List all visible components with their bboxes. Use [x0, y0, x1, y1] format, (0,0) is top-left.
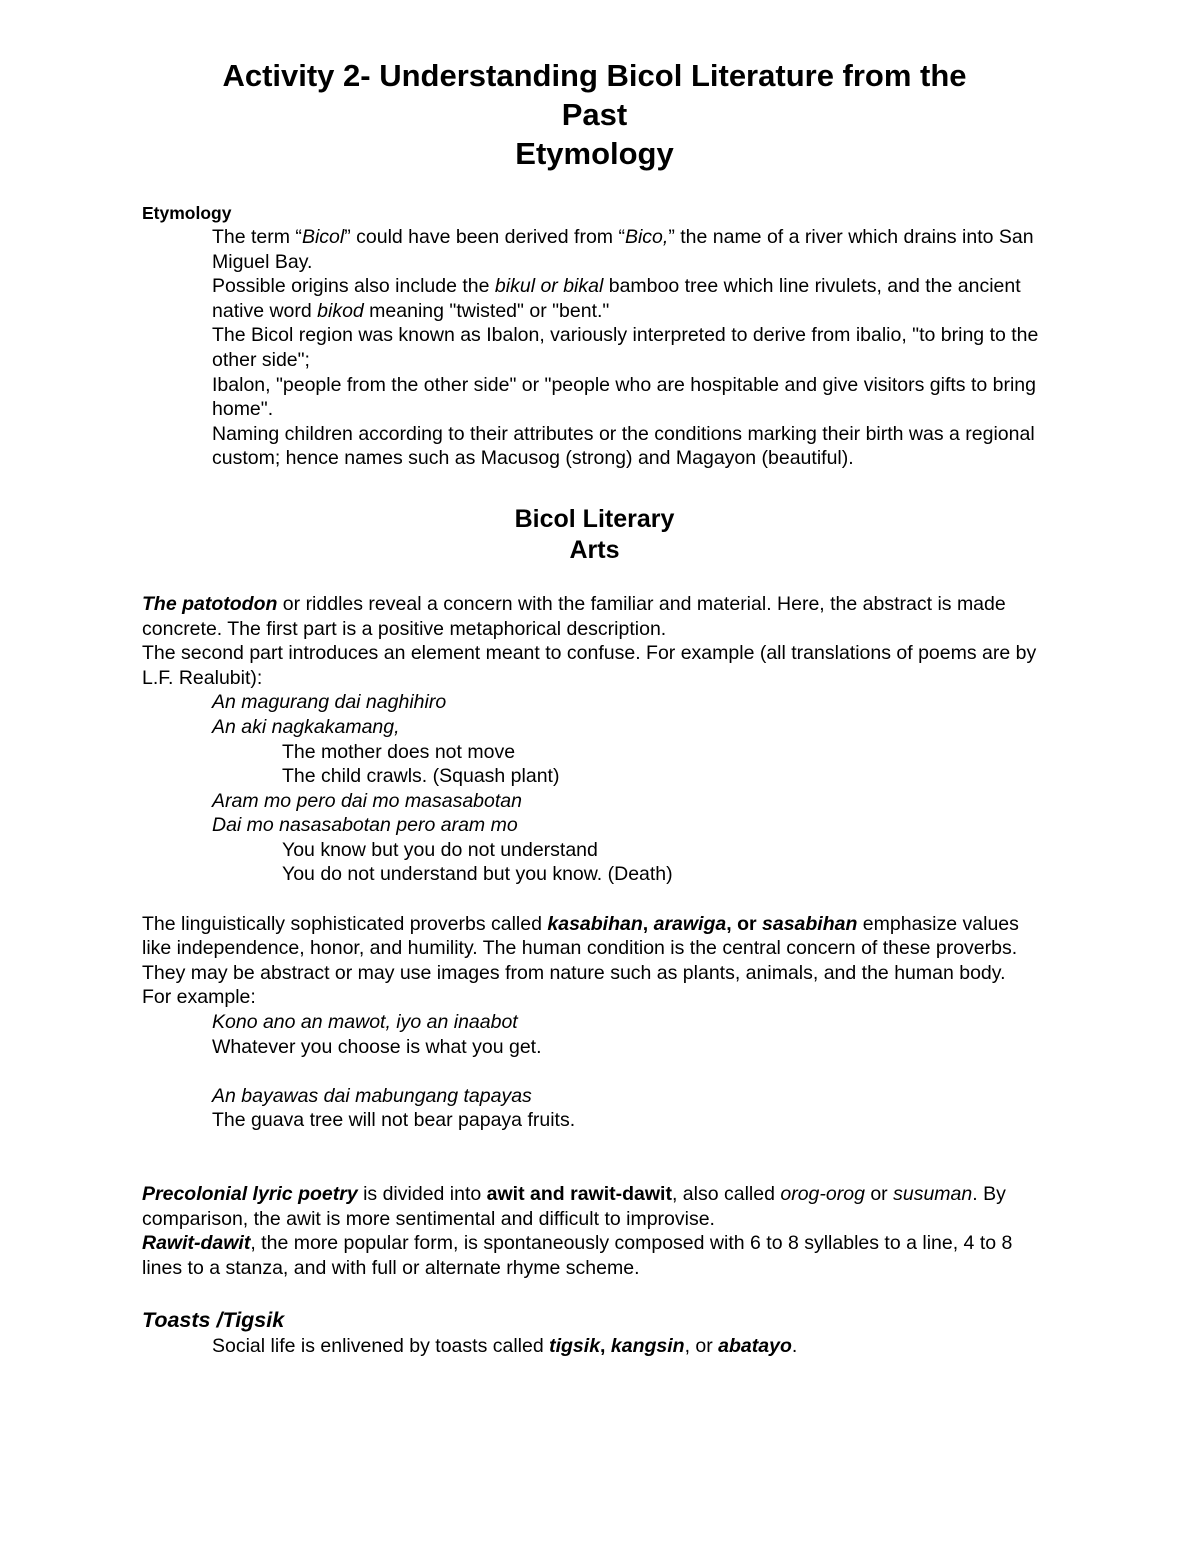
text-run: . By comparison, the awit is more sentimental and difficult to improvise.	[142, 1183, 1006, 1230]
lyric-paragraph	[142, 1182, 1047, 1231]
text-run: ,	[642, 912, 654, 935]
text-run: The term “	[212, 226, 302, 248]
text-run: meaning "twisted" or "bent."	[363, 299, 610, 322]
list-item	[142, 225, 1047, 274]
text-run: The linguistically sophisticated proverbs called	[142, 912, 548, 935]
text-run: , also called	[671, 1183, 781, 1205]
arts-heading-line-2: Arts	[569, 535, 620, 564]
text-run: , or	[684, 1335, 719, 1358]
text-run: emphasize values like independence, honor, and humility. The human condition is the central concern of these proverbs. They may be abstract or may use images from nature such as plants, animals, and the human body.	[142, 912, 1019, 984]
text-run: bikul or bikal	[494, 275, 604, 298]
proverbs-paragraph	[142, 912, 1047, 986]
translation-line: You do not understand but you know. (Death)	[282, 863, 673, 886]
list-item	[142, 274, 1047, 323]
riddle-line: Dai mo nasasabotan pero aram mo	[212, 814, 518, 837]
patotodon-paragraph-2: The second part introduces an element meant to confuse. For example (all translations of poems are by L.F. Realubit):	[142, 642, 1037, 689]
text-run: bikod	[317, 299, 364, 322]
document-page	[142, 56, 1047, 1359]
text-run: or	[864, 1183, 894, 1205]
translation-line: Whatever you choose is what you get.	[212, 1035, 542, 1058]
list-item	[142, 373, 1047, 422]
term: The patotodon	[142, 592, 278, 615]
term: abatayo	[718, 1335, 792, 1358]
text-run: Bicol	[301, 226, 345, 248]
text-run: Naming children according to their attributes or the conditions marking their birth was a regional custom; hence names such as Macusog (strong) and Magayon (beautiful).	[212, 422, 1035, 470]
toasts-heading: Toasts /Tigsik	[142, 1308, 285, 1333]
translation-line: The guava tree will not bear papaya fruits.	[212, 1109, 576, 1132]
text-run: bamboo tree which line rivulets, and the ancient native word	[212, 275, 1021, 322]
text-run: or riddles reveal a concern with the familiar and material. Here, the abstract is made concrete. The first part is a positive metaphorical description.	[142, 592, 1006, 640]
term: arawiga	[653, 912, 727, 935]
text-run: , or	[726, 912, 762, 935]
arts-heading	[142, 504, 1047, 566]
patotodon-paragraph	[142, 592, 1047, 641]
text-run: Social life is enlivened by toasts called	[212, 1335, 550, 1358]
text-run: .	[791, 1335, 798, 1358]
arts-heading-line-1: Bicol Literary	[514, 504, 675, 533]
document-title	[142, 56, 1047, 173]
etymology-list	[142, 225, 1047, 471]
proverb-line: Kono ano an mawot, iyo an inaabot	[212, 1011, 518, 1034]
term: kasabihan	[547, 912, 643, 935]
toasts-list	[142, 1334, 1047, 1359]
text-run: ” the name of a river which drains into San Miguel Bay.	[212, 226, 1034, 273]
for-example-label: For example:	[142, 986, 256, 1009]
title-line-1: Activity 2- Understanding Bicol Literature from the	[222, 58, 967, 93]
spacer	[142, 1133, 1047, 1182]
text-run: Bico,	[624, 226, 669, 248]
text-run: Possible origins also include the	[212, 275, 495, 298]
list-item	[142, 323, 1047, 372]
term: kangsin	[610, 1335, 685, 1358]
term: sasabihan	[762, 912, 858, 935]
proverbs-section	[142, 912, 1047, 1133]
spacer	[142, 887, 1047, 912]
rawit-dawit-paragraph	[142, 1231, 1047, 1280]
proverb-line: An bayawas dai mabungang tapayas	[212, 1084, 532, 1107]
spacer	[142, 1059, 1047, 1084]
translation-line: The mother does not move	[282, 740, 516, 763]
title-line-2: Past	[561, 97, 628, 132]
text-run: ” could have been derived from “	[344, 226, 625, 248]
translation-line: The child crawls. (Squash plant)	[282, 765, 560, 788]
text-run: , the more popular form, is spontaneously composed with 6 to 8 syllables to a line, 4 to 8 lines to a stanza, and with full or alternate rhyme scheme.	[142, 1232, 1013, 1279]
term: Precolonial lyric poetry	[142, 1183, 358, 1205]
text-run: is divided into	[357, 1183, 487, 1205]
term: tigsik	[549, 1335, 601, 1358]
text-run: susuman	[893, 1183, 973, 1205]
list-item	[142, 1334, 1047, 1359]
text-run: ,	[600, 1335, 611, 1358]
patotodon-section	[142, 592, 1047, 887]
riddle-line: An aki nagkakamang,	[212, 715, 400, 738]
title-line-3: Etymology	[515, 136, 674, 171]
list-item	[142, 422, 1047, 471]
text-run: orog-orog	[780, 1183, 865, 1205]
etymology-heading: Etymology	[142, 203, 232, 223]
riddle-line: An magurang dai naghihiro	[212, 691, 447, 714]
text-run: The Bicol region was known as Ibalon, variously interpreted to derive from ibalio, "to bring to the other side";	[212, 324, 1039, 371]
lyric-section	[142, 1182, 1047, 1280]
term: awit and rawit-dawit	[486, 1183, 672, 1205]
term: Rawit-dawit	[142, 1232, 251, 1255]
text-run: Ibalon, "people from the other side" or "people who are hospitable and give visitors gifts to bring home".	[212, 373, 1036, 421]
riddle-line: Aram mo pero dai mo masasabotan	[212, 789, 522, 812]
translation-line: You know but you do not understand	[282, 838, 598, 861]
